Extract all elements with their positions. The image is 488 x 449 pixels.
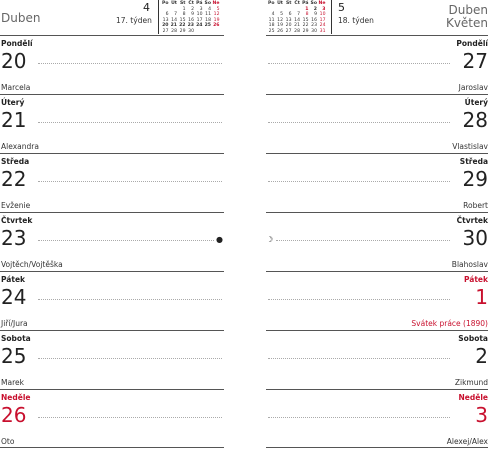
- mc-day: 25: [204, 23, 211, 29]
- mc-day: 18: [205, 17, 211, 23]
- day-name: Pátek: [1, 275, 26, 284]
- day-number: 28: [462, 108, 488, 132]
- mini-calendar-week: [266, 29, 326, 35]
- mc-day: [211, 29, 220, 35]
- right-month-title: [446, 4, 488, 30]
- day-name: Čtvrtek: [456, 216, 488, 225]
- writing-line[interactable]: [38, 299, 222, 300]
- mc-day: 26: [213, 23, 220, 29]
- day-name: Neděle: [1, 393, 31, 402]
- mc-day: 8: [182, 12, 186, 18]
- day-row-saturday[interactable]: [0, 330, 224, 389]
- mc-day: 4: [271, 12, 275, 18]
- mc-head: Čt: [294, 1, 300, 6]
- mc-day: [203, 29, 212, 35]
- day-number: 26: [1, 403, 27, 427]
- mc-head: Čt: [188, 1, 194, 6]
- right-page: [266, 0, 488, 449]
- day-number: 29: [462, 167, 488, 191]
- day-number: 20: [1, 49, 27, 73]
- mc-day: 21: [170, 23, 177, 29]
- mc-day: 23: [187, 23, 194, 29]
- mc-day: 21: [294, 23, 300, 29]
- mc-day: 18: [268, 23, 275, 29]
- mc-day: 6: [288, 12, 292, 18]
- day-number: 24: [1, 285, 27, 309]
- day-name: Středa: [1, 157, 30, 166]
- day-name: Sobota: [458, 334, 488, 343]
- nameday: Zikmund: [454, 378, 488, 387]
- day-name: Úterý: [464, 98, 488, 107]
- writing-line[interactable]: [38, 63, 222, 64]
- mc-day: 16: [188, 17, 194, 23]
- mc-day: 28: [294, 28, 300, 34]
- day-name: Pondělí: [1, 39, 33, 48]
- day-row-thursday[interactable]: [0, 212, 224, 271]
- mc-day: 13: [162, 17, 169, 23]
- left-week-label: 17. týden: [116, 16, 152, 25]
- mc-head: Po: [161, 1, 169, 6]
- mc-day: 20: [285, 23, 292, 29]
- mc-day: 10: [196, 12, 203, 18]
- day-number: 3: [475, 403, 488, 427]
- crescent-moon-icon: ☽: [266, 235, 274, 244]
- writing-line[interactable]: [38, 240, 214, 241]
- day-number: 1: [475, 285, 488, 309]
- mc-day: 17: [319, 17, 326, 23]
- mc-day: 8: [305, 12, 309, 18]
- nameday: Jiří/Jura: [1, 319, 28, 328]
- nameday: Oto: [1, 437, 15, 446]
- day-row-tuesday[interactable]: [266, 94, 488, 153]
- nameday: Blahoslav: [451, 260, 488, 269]
- mc-head: St: [285, 1, 292, 6]
- day-number: 21: [1, 108, 27, 132]
- writing-line[interactable]: [38, 122, 222, 123]
- mc-head: Pá: [302, 1, 309, 6]
- month-line-2: Květen: [445, 16, 488, 30]
- day-name: Sobota: [1, 334, 31, 343]
- mini-calendar-week: [160, 29, 220, 35]
- mc-day: 9: [191, 12, 194, 18]
- writing-line[interactable]: [268, 63, 450, 64]
- mc-day: [194, 29, 203, 35]
- nameday: Evženie: [1, 201, 31, 210]
- writing-line[interactable]: [38, 417, 222, 418]
- mc-day: 24: [319, 23, 326, 29]
- mc-day: 7: [174, 12, 177, 18]
- right-header-divider: [331, 0, 332, 34]
- mc-day: 14: [294, 17, 300, 23]
- mc-head: Po: [267, 1, 275, 6]
- mc-head: So: [204, 1, 211, 6]
- nameday: Robert: [463, 201, 488, 210]
- day-number: 25: [1, 344, 27, 368]
- mc-day: 15: [179, 17, 186, 23]
- right-mini-calendar: [266, 1, 326, 35]
- left-page: [0, 0, 224, 449]
- nameday: Marcela: [1, 83, 31, 92]
- mc-day: 1: [182, 6, 186, 12]
- day-name: Čtvrtek: [1, 216, 33, 225]
- mc-day: 3: [199, 6, 203, 12]
- day-name: Úterý: [1, 98, 25, 107]
- mc-day: 19: [213, 17, 220, 23]
- day-number: 23: [1, 226, 27, 250]
- mc-head: St: [179, 1, 186, 6]
- mc-day: 2: [313, 6, 317, 12]
- day-row-tuesday[interactable]: [0, 94, 224, 153]
- nameday: Alexej/Alex: [446, 437, 488, 446]
- day-row-sunday[interactable]: [266, 389, 488, 448]
- mc-day: 12: [277, 17, 283, 23]
- day-number: 2: [475, 344, 488, 368]
- day-row-friday[interactable]: [266, 271, 488, 330]
- mc-day: 22: [302, 23, 309, 29]
- mc-head: Út: [277, 1, 283, 6]
- nameday: Jaroslav: [458, 83, 488, 92]
- mc-day: 12: [213, 12, 220, 18]
- left-week-number: 4: [143, 1, 150, 14]
- writing-line[interactable]: [38, 358, 222, 359]
- mc-day: 11: [268, 17, 275, 23]
- mc-day: 4: [208, 6, 211, 12]
- day-row-thursday[interactable]: [266, 212, 488, 271]
- writing-line[interactable]: [268, 417, 450, 418]
- mc-head: Út: [171, 1, 177, 6]
- writing-line[interactable]: [268, 299, 450, 300]
- mc-day: 16: [311, 17, 317, 23]
- day-row-saturday[interactable]: [266, 330, 488, 389]
- day-row-wednesday[interactable]: [266, 153, 488, 212]
- mc-day: 23: [311, 23, 317, 29]
- writing-line[interactable]: [268, 181, 450, 182]
- mc-day: 17: [196, 17, 203, 23]
- mc-head: So: [310, 1, 317, 6]
- mc-day: 27: [285, 28, 292, 34]
- mc-head: Pá: [196, 1, 203, 6]
- left-header-divider: [158, 0, 159, 34]
- right-header: [266, 0, 488, 36]
- mc-day: 5: [216, 6, 220, 12]
- mc-day: 9: [314, 12, 317, 18]
- writing-line[interactable]: [268, 358, 450, 359]
- left-month-title: Duben: [1, 11, 41, 25]
- day-name: Středa: [459, 157, 488, 166]
- mc-day: 29: [302, 28, 309, 34]
- mc-day: 24: [196, 23, 203, 29]
- holiday-name: Svátek práce (1890): [411, 319, 488, 328]
- writing-line[interactable]: [276, 240, 450, 241]
- mc-day: 7: [297, 12, 300, 18]
- day-number: 27: [462, 49, 488, 73]
- mc-day: 3: [322, 6, 326, 12]
- nameday: Alexandra: [1, 142, 39, 151]
- day-row-monday[interactable]: [0, 35, 224, 94]
- right-week-number: 5: [338, 1, 345, 14]
- mc-day: 19: [277, 23, 283, 29]
- left-header: [0, 0, 224, 36]
- mc-day: 6: [165, 12, 169, 18]
- day-row-friday[interactable]: [0, 271, 224, 330]
- mc-head: Ne: [212, 1, 220, 6]
- day-number: 30: [462, 226, 488, 250]
- writing-line[interactable]: [268, 122, 450, 123]
- full-moon-icon: ●: [216, 235, 223, 244]
- mc-day: 30: [188, 28, 194, 34]
- mc-day: 10: [319, 12, 326, 18]
- day-number: 22: [1, 167, 27, 191]
- writing-line[interactable]: [38, 181, 222, 182]
- mc-day: 11: [205, 12, 211, 18]
- day-name: Pondělí: [456, 39, 488, 48]
- nameday: Vojtěch/Vojtěška: [1, 260, 63, 269]
- day-row-sunday[interactable]: [0, 389, 224, 448]
- mc-day: 14: [171, 17, 177, 23]
- day-name: Neděle: [458, 393, 488, 402]
- day-row-wednesday[interactable]: [0, 153, 224, 212]
- mc-day: 29: [179, 28, 186, 34]
- mc-day: 20: [162, 23, 169, 29]
- mc-day: 25: [268, 28, 275, 34]
- day-name: Pátek: [463, 275, 488, 284]
- mc-day: 28: [171, 28, 177, 34]
- mc-day: 26: [277, 28, 283, 34]
- right-week-label: 18. týden: [338, 16, 374, 25]
- mc-day: 1: [305, 6, 309, 12]
- mc-day: 2: [191, 6, 194, 12]
- mc-day: 15: [302, 17, 309, 23]
- mc-day: 30: [311, 28, 317, 34]
- mc-day: 22: [179, 23, 186, 29]
- mc-day: 13: [285, 17, 292, 23]
- mc-head: Ne: [318, 1, 326, 6]
- mc-day: 5: [280, 12, 283, 18]
- mc-day: 31: [319, 28, 326, 34]
- month-line-1: Duben: [448, 3, 488, 17]
- left-mini-calendar: [160, 1, 220, 35]
- mc-day: 27: [162, 28, 169, 34]
- nameday: Marek: [1, 378, 24, 387]
- nameday: Vlastislav: [452, 142, 488, 151]
- day-row-monday[interactable]: [266, 35, 488, 94]
